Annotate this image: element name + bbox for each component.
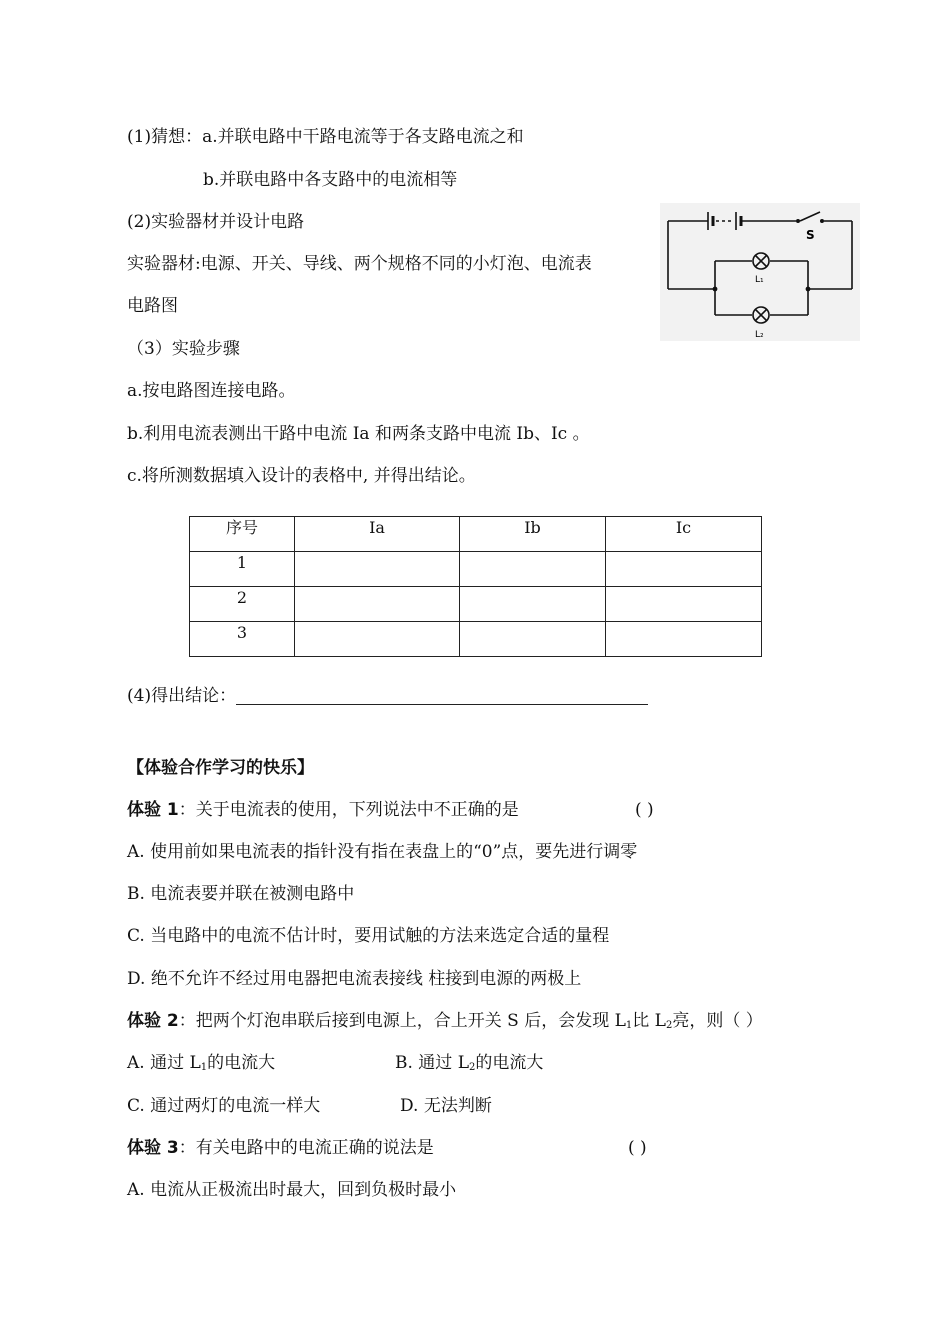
lamp2-label: L₂ (755, 330, 764, 340)
table-row (190, 622, 762, 657)
hypothesis-b: b.并联电路中各支路中的电流相等 (203, 170, 458, 190)
q2-option-b (395, 1052, 543, 1079)
conclusion-label: (4)得出结论： (127, 686, 237, 706)
question-1-answer-blank[interactable]: ( ) (635, 800, 654, 820)
design-heading: (2)实验器材并设计电路 (127, 212, 305, 232)
switch-label: S (806, 228, 815, 242)
subscript: 1 (625, 1020, 633, 1031)
table-cell: 1 (190, 552, 295, 587)
subscript: 1 (200, 1062, 208, 1073)
table-cell[interactable] (460, 552, 606, 587)
section-title: 【体验合作学习的快乐】 (127, 758, 314, 778)
q2-option-a-text: 的电流大 (207, 1053, 276, 1073)
question-1-text: ：关于电流表的使用，下列说法中不正确的是 (178, 800, 519, 820)
table-cell[interactable] (295, 622, 460, 657)
step-c: c.将所测数据填入设计的表格中, 并得出结论。 (127, 466, 476, 486)
q2-option-a (127, 1052, 275, 1079)
question-3-text: ：有关电路中的电流正确的说法是 (178, 1138, 434, 1158)
table-cell[interactable] (606, 587, 762, 622)
q2-option-b-text: 的电流大 (475, 1053, 544, 1073)
table-header-row (190, 517, 762, 552)
table-header: Ia (295, 517, 460, 552)
question-1-label: 体验 1 (127, 800, 179, 820)
table-cell[interactable] (295, 552, 460, 587)
table-cell[interactable] (606, 552, 762, 587)
table-cell[interactable] (295, 587, 460, 622)
conclusion-blank[interactable] (236, 686, 648, 705)
q2-option-d: D. 无法判断 (400, 1096, 492, 1116)
table-cell[interactable] (460, 622, 606, 657)
q2-option-a-text: A. 通过 L (127, 1053, 201, 1073)
q1-option-b: B. 电流表要并联在被测电路中 (127, 884, 355, 904)
question-2 (127, 1010, 763, 1037)
q1-option-d: D. 绝不允许不经过用电器把电流表接线 柱接到电源的两极上 (127, 969, 582, 989)
question-2-text: 亮，则（ ） (672, 1011, 763, 1031)
table-row (190, 552, 762, 587)
q2-option-b-text: B. 通过 L (395, 1053, 469, 1073)
table-row (190, 587, 762, 622)
hypothesis-a: (1)猜想：a.并联电路中干路电流等于各支路电流之和 (127, 127, 524, 147)
question-3-label: 体验 3 (127, 1138, 179, 1158)
table-cell: 2 (190, 587, 295, 622)
q3-option-a: A. 电流从正极流出时最大，回到负极时最小 (127, 1180, 457, 1200)
conclusion-line (127, 685, 648, 707)
question-2-text: 比 L (632, 1011, 666, 1031)
data-table (189, 516, 762, 657)
question-2-label: 体验 2 (127, 1011, 179, 1031)
subscript: 2 (469, 1062, 476, 1073)
table-header: 序号 (190, 517, 295, 552)
table-header: Ic (606, 517, 762, 552)
table-header: Ib (460, 517, 606, 552)
lamp1-label: L₁ (755, 275, 764, 285)
steps-heading: （3）实验步骤 (127, 339, 240, 359)
q1-option-c: C. 当电路中的电流不估计时，要用试触的方法来选定合适的量程 (127, 926, 610, 946)
question-1 (127, 799, 519, 821)
step-a: a.按电路图连接电路。 (127, 381, 296, 401)
materials-line: 实验器材:电源、开关、导线、两个规格不同的小灯泡、电流表 (127, 254, 592, 274)
question-3 (127, 1137, 434, 1159)
table-cell[interactable] (606, 622, 762, 657)
question-3-answer-blank[interactable]: ( ) (628, 1138, 647, 1158)
q1-option-a: A. 使用前如果电流表的指针没有指在表盘上的“0”点，要先进行调零 (127, 842, 638, 862)
step-b: b.利用电流表测出干路中电流 Ia 和两条支路中电流 Ib、Ic 。 (127, 424, 590, 444)
table-cell: 3 (190, 622, 295, 657)
question-2-text: ：把两个灯泡串联后接到电源上，合上开关 S 后，会发现 L (178, 1011, 626, 1031)
diagram-label: 电路图 (127, 296, 178, 316)
q2-option-c: C. 通过两灯的电流一样大 (127, 1096, 321, 1116)
circuit-diagram (660, 203, 860, 341)
subscript: 2 (665, 1020, 673, 1031)
table-cell[interactable] (460, 587, 606, 622)
